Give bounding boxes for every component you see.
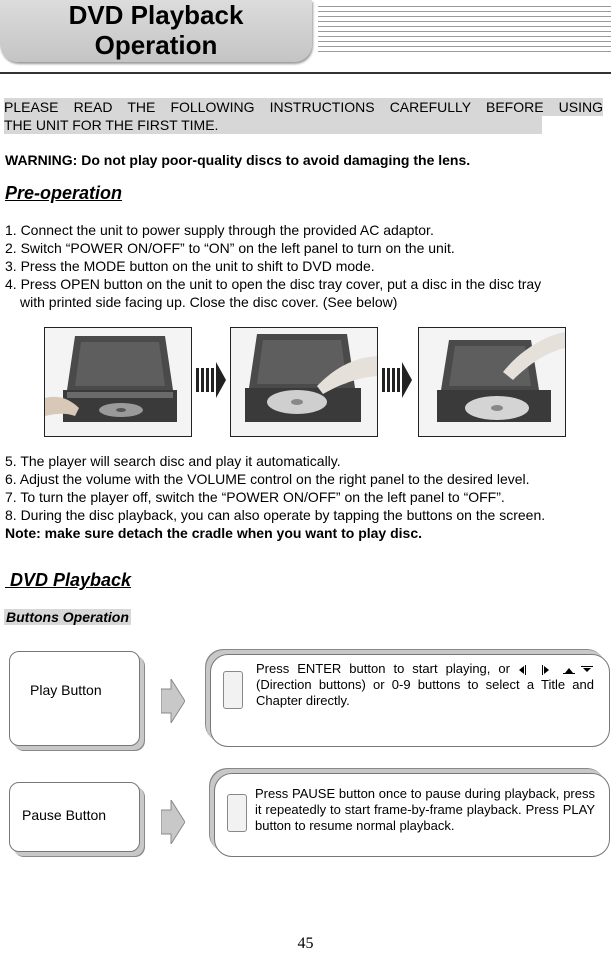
arrow-right-icon bbox=[382, 362, 412, 398]
play-button-label: Play Button bbox=[30, 682, 102, 698]
pre-operation-heading: Pre-operation bbox=[5, 183, 123, 203]
page-title-tab bbox=[0, 0, 312, 62]
pause-button-box bbox=[9, 782, 140, 852]
pause-description: Press PAUSE button once to pause during playback, press it repeatedly to start frame-by-frame playback. Press PLAY button to resume normal playback. bbox=[255, 786, 595, 833]
photo-open-tray bbox=[44, 327, 192, 437]
play-description bbox=[256, 661, 594, 709]
notice-line-1: PLEASE READ THE FOLLOWING INSTRUCTIONS CAREFULLY BEFORE USING bbox=[4, 99, 603, 115]
step-4: 4. Press OPEN button on the unit to open the disc tray cover, put a disc in the disc tray bbox=[5, 276, 542, 292]
step-6: 6. Adjust the volume with the VOLUME control on the right panel to the desired level. bbox=[5, 471, 530, 487]
step-7: 7. To turn the player off, switch the “POWER ON/OFF” on the left panel to “OFF”. bbox=[5, 489, 505, 505]
pause-description-box bbox=[214, 773, 610, 857]
step-3: 3. Press the MODE button on the unit to shift to DVD mode. bbox=[5, 258, 375, 274]
direction-arrows-icon bbox=[518, 665, 594, 675]
step-5: 5. The player will search disc and play it automatically. bbox=[5, 453, 341, 469]
play-button-box bbox=[9, 651, 140, 746]
page-number: 45 bbox=[297, 935, 314, 952]
warning-text: WARNING: Do not play poor-quality discs to avoid damaging the lens. bbox=[5, 152, 471, 168]
remote-control-icon bbox=[223, 671, 243, 709]
step-8: 8. During the disc playback, you can also operate by tapping the buttons on the screen. bbox=[5, 507, 546, 523]
photo-insert-disc bbox=[230, 327, 378, 437]
notice-line-2: THE UNIT FOR THE FIRST TIME. bbox=[4, 116, 542, 134]
header-divider bbox=[0, 72, 611, 74]
page-title-line1: DVD Playback bbox=[68, 0, 244, 30]
play-description-line1: Press ENTER button to start playing, or bbox=[256, 661, 510, 676]
instructions-notice bbox=[4, 98, 603, 134]
play-description-box bbox=[210, 654, 610, 747]
pause-button-label: Pause Button bbox=[22, 807, 107, 823]
arrow-right-icon bbox=[161, 679, 185, 723]
step-1: 1. Connect the unit to power supply through the provided AC adaptor. bbox=[5, 222, 434, 238]
arrow-right-icon bbox=[161, 800, 185, 844]
remote-control-icon bbox=[227, 794, 247, 832]
disc-note: Note: make sure detach the cradle when you want to play disc. bbox=[5, 525, 422, 541]
step-4-continued: with printed side facing up. Close the disc cover. (See below) bbox=[20, 294, 398, 310]
pre-operation-steps bbox=[5, 221, 608, 311]
step-2: 2. Switch “POWER ON/OFF” to “ON” on the left panel to turn on the unit. bbox=[5, 240, 455, 256]
arrow-right-icon bbox=[196, 362, 226, 398]
buttons-operation-subheading: Buttons Operation bbox=[6, 609, 129, 625]
play-description-rest: (Direction buttons) or 0-9 buttons to select a Title and Chapter directly. bbox=[256, 677, 594, 708]
photo-close-cover bbox=[418, 327, 566, 437]
dvd-playback-heading: DVD Playback bbox=[5, 570, 132, 590]
page-title-line2: Operation bbox=[94, 30, 218, 60]
pre-operation-steps-continued bbox=[5, 452, 608, 542]
header-decorative-lines bbox=[318, 2, 611, 54]
